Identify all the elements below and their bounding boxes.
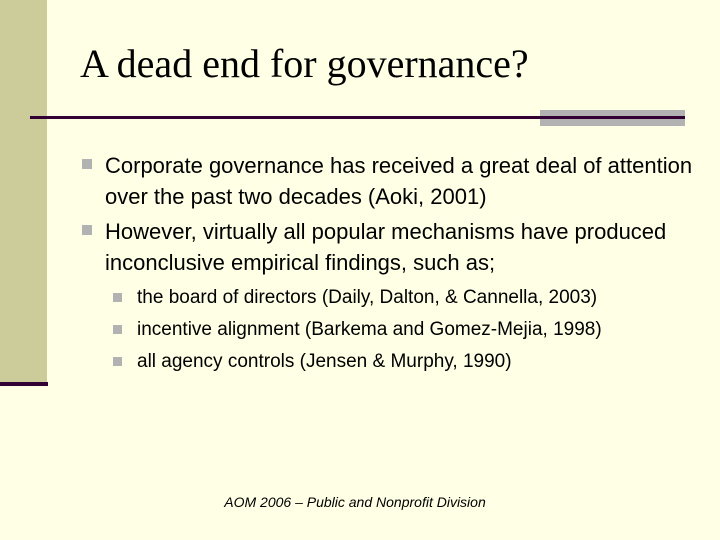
title-divider-accent-line <box>540 116 685 119</box>
square-bullet-icon <box>82 225 92 235</box>
bullet-list <box>80 150 700 378</box>
square-bullet-icon <box>82 159 92 169</box>
left-band-bottom-rule <box>0 382 48 386</box>
square-bullet-icon <box>113 357 122 366</box>
sub-bullet-item <box>80 314 700 346</box>
square-bullet-icon <box>113 293 122 302</box>
bullet-text: Corporate governance has received a great deal of attention over the past two decades (Aoki, 2001) <box>105 153 693 209</box>
square-bullet-icon <box>113 325 122 334</box>
sub-bullet-text: all agency controls (Jensen & Murphy, 1990) <box>137 351 512 372</box>
bullet-item <box>80 216 700 278</box>
bullet-item <box>80 150 700 212</box>
slide-title: A dead end for governance? <box>80 41 529 86</box>
slide-footer: AOM 2006 – Public and Nonprofit Division <box>224 494 486 510</box>
sub-bullet-list <box>80 282 700 378</box>
sub-bullet-item <box>80 282 700 314</box>
sub-bullet-text: the board of directors (Daily, Dalton, & Cannella, 2003) <box>137 287 598 308</box>
sub-bullet-item <box>80 346 700 378</box>
sub-bullet-text: incentive alignment (Barkema and Gomez-Mejia, 1998) <box>137 319 602 340</box>
bullet-text: However, virtually all popular mechanisms have produced inconclusive empirical findings, such as; <box>105 219 667 275</box>
left-accent-band <box>0 0 47 385</box>
